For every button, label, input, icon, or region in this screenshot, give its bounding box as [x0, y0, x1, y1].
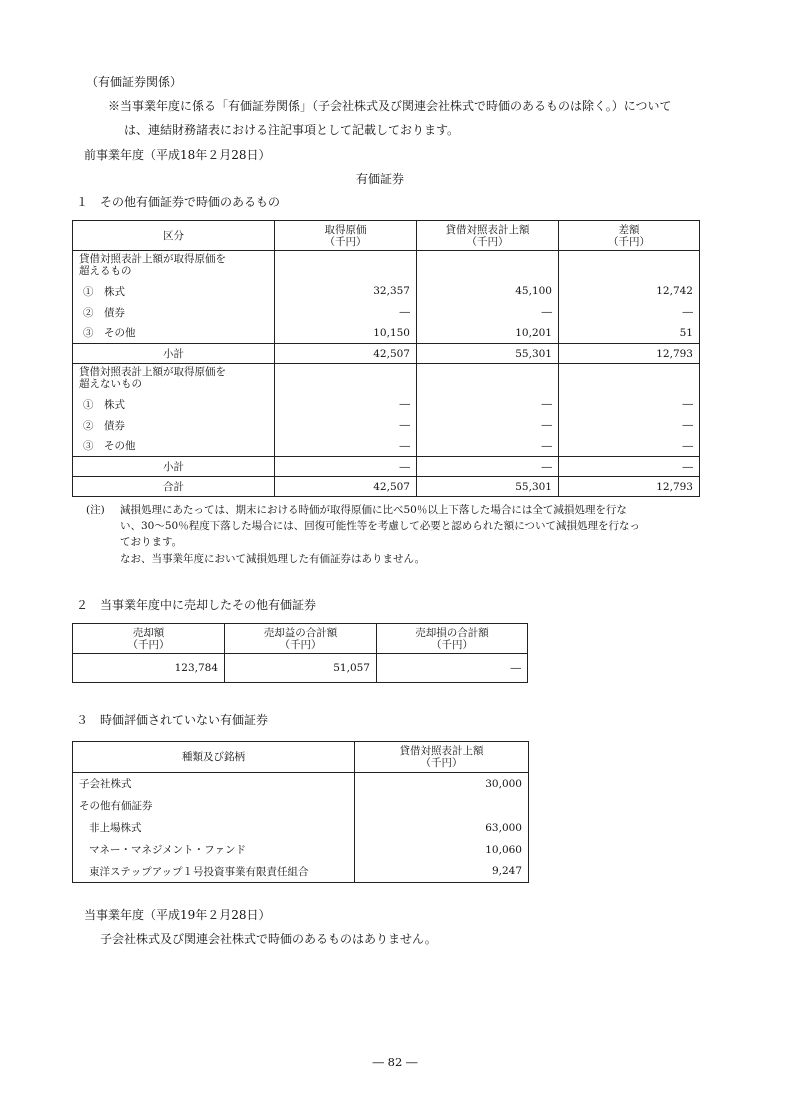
table-row: ③ その他 10,150 10,201 51 — [73, 323, 700, 344]
current-year-heading: 当事業年度（平成19年２月28日） — [84, 908, 271, 922]
impairment-note-line-3: ております。 — [120, 536, 183, 548]
group-label: 貸借対照表計上額が取得原価を 超えるもの — [73, 251, 275, 281]
table-row: マネー・マネジメント・ファンド 10,060 — [73, 839, 529, 861]
impairment-note-line-4: なお、当事業年度において減損処理した有価証券はありません。 — [120, 553, 426, 565]
table-row: ③ その他 ― ― ― — [73, 436, 700, 457]
current-year-text: 子会社株式及び関連会社株式で時価のあるものはありません。 — [100, 932, 437, 946]
header-bs-amount: 貸借対照表計上額 （千円） — [417, 221, 559, 251]
table-row: その他有価証券 — [73, 795, 529, 817]
table-row: 123,784 51,057 ― — [73, 654, 528, 683]
header-gain-total: 売却益の合計額 （千円） — [225, 624, 377, 654]
header-sale-amount: 売却額 （千円） — [73, 624, 225, 654]
header-loss-total: 売却損の合計額 （千円） — [377, 624, 528, 654]
securities-title: 有価証券 — [356, 172, 405, 186]
table-row: ① 株式 ― ― ― — [73, 394, 700, 415]
table-row: ② 債券 ― ― ― — [73, 415, 700, 436]
sold-securities-table — [72, 623, 528, 683]
subtotal-row: 小計 ― ― ― — [73, 457, 700, 477]
header-difference: 差額 （千円） — [559, 221, 700, 251]
subtotal-row: 小計 42,507 55,301 12,793 — [73, 344, 700, 364]
header-type-name: 種類及び銘柄 — [73, 742, 355, 773]
page-number: ― 82 ― — [372, 1055, 418, 1069]
total-row: 合計 42,507 55,301 12,793 — [73, 477, 700, 497]
impairment-note-line-1: 減損処理にあたっては、期末における時価が取得原価に比べ50％以上下落した場合には全て減損処理を行な — [120, 504, 627, 516]
group-label: 貸借対照表計上額が取得原価を 超えないもの — [73, 364, 275, 394]
header-bs-amount: 貸借対照表計上額 （千円） — [355, 742, 529, 773]
note-line-2: は、連結財務諸表における注記事項として記載しております。 — [124, 123, 460, 137]
table-row: ① 株式 32,357 45,100 12,742 — [73, 281, 700, 302]
table-row: 非上場株式 63,000 — [73, 817, 529, 839]
table-row: ② 債券 ― ― ― — [73, 302, 700, 323]
note-line-1: ※当事業年度に係る「有価証券関係」（子会社株式及び関連会社株式で時価のあるものは除く。）について — [108, 99, 672, 113]
available-for-sale-table — [72, 220, 700, 497]
section-2-title: ２ 当事業年度中に売却したその他有価証券 — [76, 598, 317, 612]
impairment-note-line-2: い、30～50％程度下落した場合には、回復可能性等を考慮して必要と認められた額について減損処理を行なっ — [120, 520, 641, 532]
prior-year-heading: 前事業年度（平成18年２月28日） — [84, 148, 271, 162]
section-3-title: ３ 時価評価されていない有価証券 — [76, 713, 269, 727]
unlisted-securities-table — [72, 741, 529, 883]
table-row: 東洋ステップアップ１号投資事業有限責任組合 9,247 — [73, 861, 529, 883]
header-category: 区分 — [73, 221, 275, 251]
table-row: 子会社株式 30,000 — [73, 773, 529, 795]
section-1-title: １ その他有価証券で時価のあるもの — [76, 195, 281, 209]
header-cost: 取得原価 （千円） — [275, 221, 417, 251]
note-mark: (注) — [86, 504, 105, 516]
section-title: （有価証券関係） — [86, 75, 183, 89]
